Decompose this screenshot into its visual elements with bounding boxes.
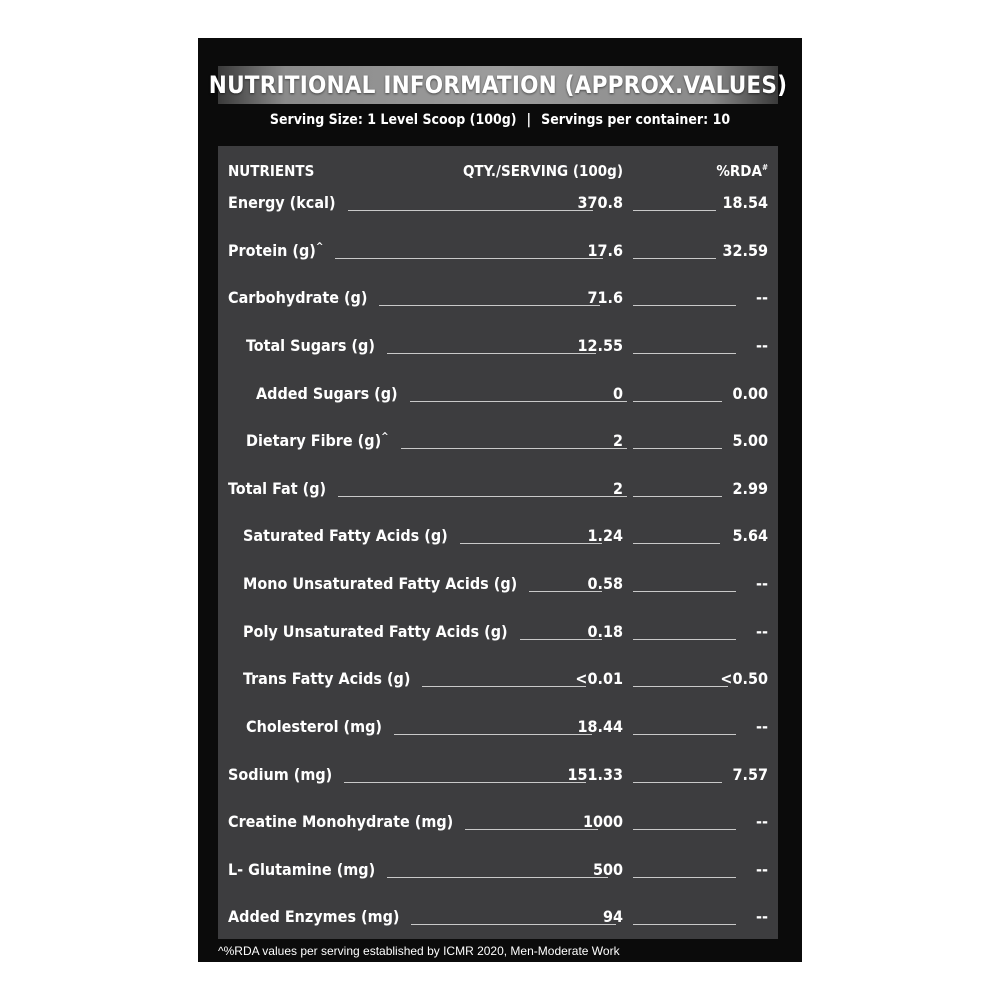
nutrient-qty: 18.44	[577, 716, 623, 736]
nutrient-label-text: Cholesterol (mg)	[246, 716, 383, 736]
nutrient-qty: 2	[612, 431, 623, 451]
nutrient-rda: 2.99	[732, 478, 768, 498]
nutrient-label	[243, 574, 517, 593]
nutrient-label	[243, 526, 448, 545]
nutrient-label-text: Carbohydrate (g)	[228, 288, 368, 308]
nutrient-row	[218, 284, 778, 312]
nutrient-label-text: Total Fat (g)	[228, 478, 327, 498]
serving-info	[198, 112, 802, 128]
nutrient-label	[228, 288, 367, 307]
nutrient-footnote-mark: ^	[381, 431, 389, 443]
leader-line-rda	[633, 401, 722, 402]
leader-line-qty	[379, 305, 600, 306]
leader-line-qty	[344, 782, 586, 783]
leader-line-rda	[633, 877, 736, 878]
nutrient-label	[228, 860, 375, 879]
leader-line-rda	[633, 734, 736, 735]
nutrient-rda: --	[756, 716, 768, 736]
leader-line-qty	[465, 829, 598, 830]
nutrient-row	[218, 856, 778, 884]
leader-line-qty	[410, 401, 627, 402]
nutrient-rda: --	[756, 907, 768, 927]
nutrient-row	[218, 427, 778, 455]
nutrient-row	[218, 189, 778, 217]
leader-line-rda	[633, 353, 736, 354]
nutrient-label-text: Poly Unsaturated Fatty Acids (g)	[243, 621, 508, 641]
nutrient-qty: 0	[612, 383, 623, 403]
leader-line-rda	[633, 305, 736, 306]
nutrient-qty: 0.18	[587, 621, 623, 641]
nutrient-row	[218, 808, 778, 836]
nutrient-qty: 0.58	[587, 574, 623, 594]
nutrient-label	[228, 193, 336, 212]
nutrient-label	[256, 384, 398, 403]
nutrient-row	[218, 380, 778, 408]
nutrient-label-text: Total Sugars (g)	[246, 335, 375, 355]
nutrient-qty: 12.55	[577, 335, 623, 355]
leader-line-qty	[335, 258, 603, 259]
serving-separator: |	[526, 112, 532, 128]
leader-line-qty	[338, 496, 627, 497]
leader-line-rda	[633, 829, 736, 830]
nutrient-label	[228, 765, 332, 784]
leader-line-qty	[348, 210, 593, 211]
nutrient-rda: 5.00	[732, 431, 768, 451]
nutrient-rda: --	[756, 574, 768, 594]
nutrition-title: NUTRITIONAL INFORMATION (APPROX.VALUES)	[218, 66, 778, 104]
nutrient-rda: 7.57	[732, 764, 768, 784]
nutrient-rda: --	[756, 859, 768, 879]
nutrient-qty: 71.6	[587, 288, 623, 308]
nutrient-label	[228, 241, 323, 260]
nutrient-row	[218, 332, 778, 360]
leader-line-qty	[460, 543, 602, 544]
nutrient-row	[218, 570, 778, 598]
nutrient-rda: <0.50	[720, 669, 768, 689]
leader-line-rda	[633, 686, 728, 687]
nutrient-row	[218, 237, 778, 265]
header-rda-mark: #	[761, 163, 768, 172]
nutrient-label-text: Added Sugars (g)	[256, 383, 398, 403]
nutrient-rda: 5.64	[732, 526, 768, 546]
header-nutrients: NUTRIENTS	[228, 162, 315, 180]
nutrient-label-text: L- Glutamine (mg)	[228, 859, 376, 879]
nutrient-rda: --	[756, 288, 768, 308]
nutrient-label	[246, 717, 382, 736]
nutrient-label	[228, 907, 399, 926]
nutrient-label-text: Sodium (mg)	[228, 764, 333, 784]
nutrient-label-text: Added Enzymes (mg)	[228, 907, 400, 927]
nutrient-row	[218, 665, 778, 693]
header-qty-serving: QTY./SERVING (100g)	[462, 162, 623, 180]
nutrient-qty: 94	[602, 907, 623, 927]
nutrient-row	[218, 713, 778, 741]
nutrient-rda: 18.54	[722, 193, 768, 212]
serving-size: Serving Size: 1 Level Scoop (100g)	[269, 112, 517, 128]
leader-line-rda	[633, 543, 720, 544]
nutrient-label	[243, 669, 410, 688]
nutrient-label	[228, 812, 453, 831]
nutrient-qty: 1.24	[587, 526, 623, 546]
nutrient-qty: 151.33	[567, 764, 623, 784]
nutrient-footnote-mark: ^	[315, 241, 324, 253]
nutrient-rda: 32.59	[722, 240, 768, 260]
header-rda	[716, 162, 768, 180]
nutrient-row	[218, 761, 778, 789]
leader-line-qty	[411, 924, 616, 925]
leader-line-rda	[633, 448, 722, 449]
nutrient-qty: 2	[612, 478, 623, 498]
nutrient-row	[218, 618, 778, 646]
nutrient-rda: --	[756, 621, 768, 641]
nutrient-label-text: Dietary Fibre (g)	[246, 431, 382, 451]
nutrient-qty: 500	[592, 859, 623, 879]
footnote: ^%RDA values per serving established by ICMR 2020, Men-Moderate Work	[218, 944, 620, 958]
nutrition-panel	[198, 38, 802, 962]
leader-line-rda	[633, 639, 736, 640]
nutrient-label-text: Energy (kcal)	[228, 193, 336, 212]
leader-line-qty	[394, 734, 592, 735]
leader-line-rda	[633, 210, 716, 211]
leader-line-qty	[401, 448, 627, 449]
leader-line-qty	[422, 686, 586, 687]
nutrient-label	[246, 431, 389, 450]
header-rda-label: %RDA	[716, 162, 762, 180]
nutrient-qty: 370.8	[577, 193, 623, 212]
leader-line-rda	[633, 258, 716, 259]
nutrient-label	[243, 622, 508, 641]
nutrient-label	[228, 479, 326, 498]
nutrient-label-text: Creatine Monohydrate (mg)	[228, 812, 454, 832]
nutrient-label-text: Protein (g)	[228, 240, 316, 260]
nutrient-label	[246, 336, 375, 355]
leader-line-rda	[633, 782, 722, 783]
nutrition-table	[218, 146, 778, 939]
leader-line-qty	[387, 353, 596, 354]
nutrient-rda: --	[756, 812, 768, 832]
leader-line-rda	[633, 924, 736, 925]
nutrient-rda: --	[756, 335, 768, 355]
leader-line-qty	[387, 877, 608, 878]
nutrient-row	[218, 903, 778, 931]
nutrient-qty: <0.01	[575, 669, 623, 689]
leader-line-rda	[633, 591, 736, 592]
nutrient-label-text: Mono Unsaturated Fatty Acids (g)	[243, 574, 518, 594]
nutrient-rda: 0.00	[732, 383, 768, 403]
nutrient-row	[218, 522, 778, 550]
nutrient-qty: 17.6	[587, 240, 623, 260]
servings-per-container: Servings per container: 10	[541, 112, 731, 128]
nutrient-label-text: Trans Fatty Acids (g)	[243, 669, 411, 689]
nutrient-label-text: Saturated Fatty Acids (g)	[243, 526, 448, 546]
leader-line-rda	[633, 496, 722, 497]
nutrient-row	[218, 475, 778, 503]
nutrient-qty: 1000	[582, 812, 623, 832]
